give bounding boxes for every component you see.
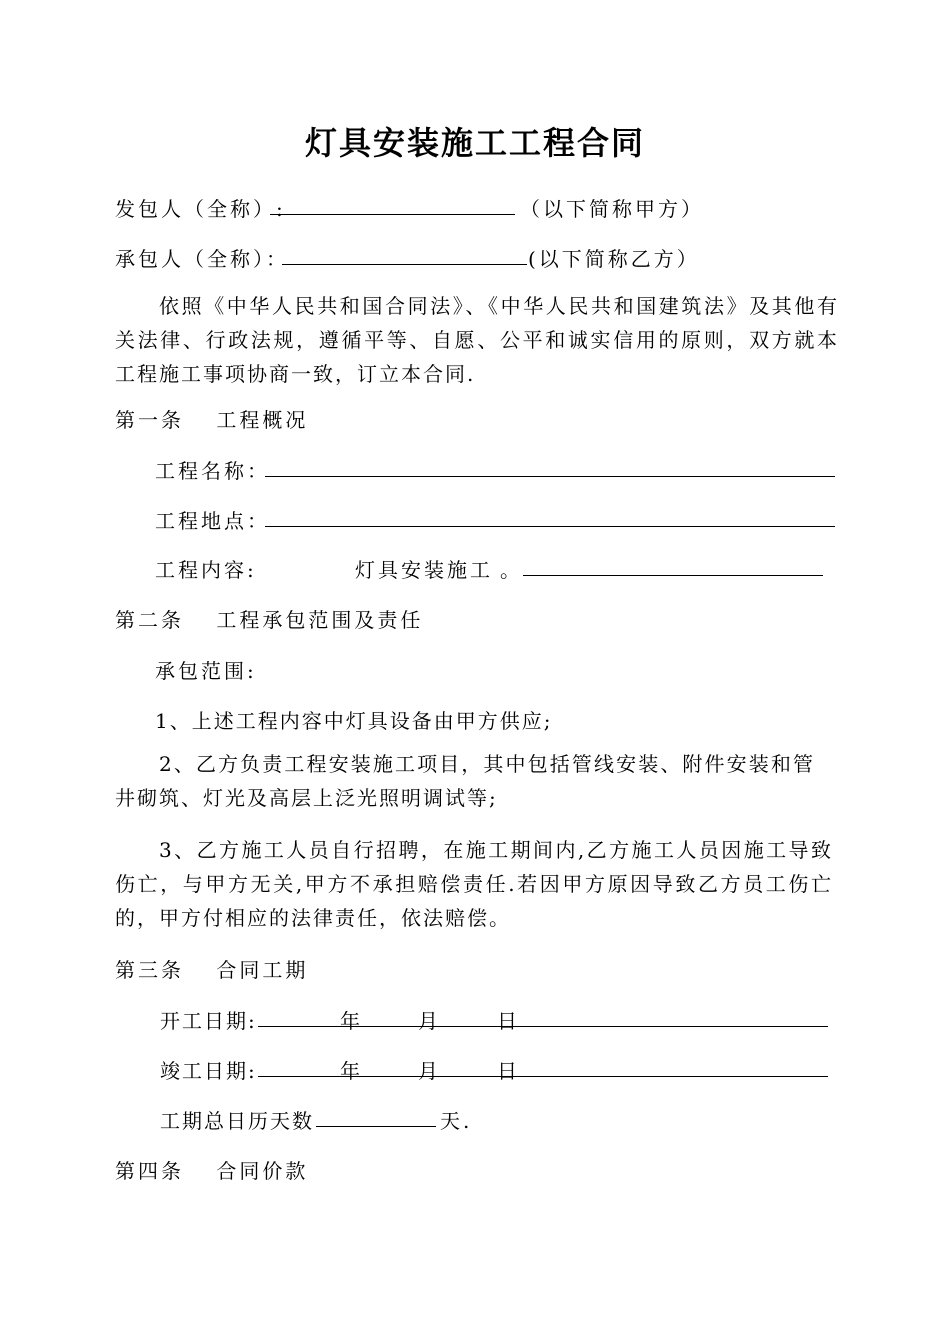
project-name-label: 工程名称： [155, 459, 270, 483]
project-content-label: 工程内容: [155, 558, 257, 582]
project-content-value: 灯具安装施工 [355, 558, 493, 582]
document-title: 灯具安装施工工程合同 [304, 124, 645, 162]
start-date-label: 开工日期: [160, 1009, 257, 1033]
project-location-label: 工程地点： [155, 509, 270, 533]
project-content-end: 。 [500, 558, 523, 582]
article-1-heading: 第一条 工程概况 [115, 408, 309, 432]
end-year: 年 [340, 1059, 363, 1083]
article-4-heading: 第四条 合同价款 [115, 1159, 309, 1183]
project-content-blank[interactable] [523, 575, 823, 576]
total-days-label: 工期总日历天数 [160, 1109, 314, 1133]
scope-item-2: 2、乙方负责工程安装施工项目，其中包括管线安装、附件安装和管井砌筑、灯光及高层上泛光照明调试等; [115, 752, 815, 810]
total-days-blank[interactable] [316, 1126, 436, 1127]
project-name-blank[interactable] [265, 476, 835, 477]
party-a-label: 发包人（全称）: [115, 197, 286, 221]
party-a-blank[interactable] [270, 214, 515, 215]
scope-item-3: 3、乙方施工人员自行招聘，在施工期间内,乙方施工人员因施工导致伤亡，与甲方无关,甲方不承担赔偿责任.若因甲方原因导致乙方员工伤亡的，甲方付相应的法律责任，依法赔偿。 [115, 838, 833, 930]
party-a-suffix: （以下简称甲方） [520, 197, 704, 221]
end-month: 月 [418, 1059, 441, 1083]
preamble-paragraph: 依照《中华人民共和国合同法》、《中华人民共和国建筑法》及其他有关法律、行政法规，遵循平等、自愿、公平和诚实信用的原则，双方就本工程施工事项协商一致，订立本合同. [115, 294, 839, 386]
scope-item-1: 1、上述工程内容中灯具设备由甲方供应; [155, 709, 553, 733]
total-days-unit: 天. [440, 1109, 473, 1133]
scope-label: 承包范围: [155, 659, 257, 683]
party-b-suffix: (以下简称乙方） [528, 247, 700, 271]
article-2-heading: 第二条 工程承包范围及责任 [115, 608, 424, 632]
start-month: 月 [418, 1009, 441, 1033]
party-b-blank[interactable] [282, 264, 527, 265]
end-date-label: 竣工日期: [160, 1059, 257, 1083]
party-b-label: 承包人（全称）： [115, 247, 289, 271]
article-3-heading: 第三条 合同工期 [115, 958, 309, 982]
start-year: 年 [340, 1009, 363, 1033]
project-location-blank[interactable] [265, 526, 835, 527]
end-day: 日 [497, 1059, 520, 1083]
start-day: 日 [497, 1009, 520, 1033]
